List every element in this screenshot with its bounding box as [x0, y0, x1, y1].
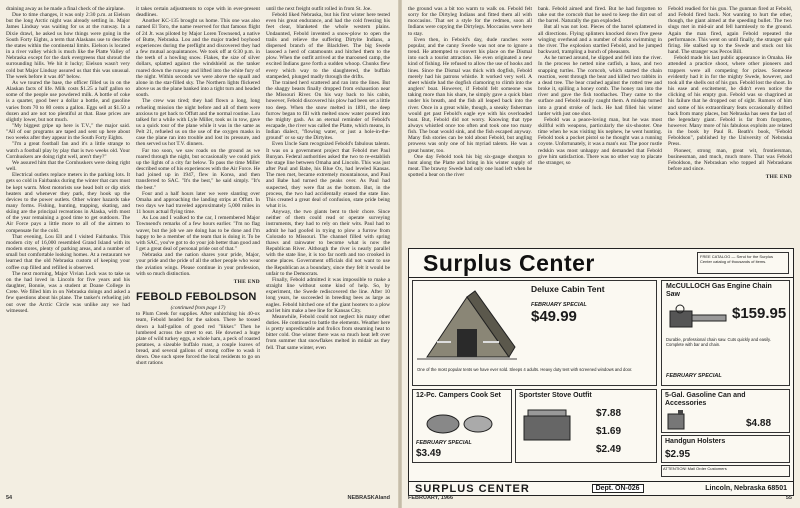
left-column-1 [6, 6, 130, 490]
paragraph: Febold liked Nebraska, but his first winter here tested even his great endurance, and had the cold freezing his feet clear, blanketed the whole western plains. Undaunted, Febold invented a snow-plow to open the trails and relieve the suffering Dirtyite Indians, a dispersed branch of the Blackfeet. The big Swede lassoed a herd of catamounts and hitched them to the plow. When the outfit arrived at the marooned camp, the excited Indians gave forth a sudden whoop. Chunks flew every which way to the slaughtered, the buffalo stampeded, plunged madly through the drifts. [266, 12, 390, 80]
ad-footer [409, 481, 793, 495]
left-page [0, 0, 398, 508]
paragraph: But all was not lost. Pieces of the barrel splattered in all directions. Flying splinters knocked down five geese winging overhead and a number of ducks swimming in the river. The explosion startled Febold, and he jumped backward, trampling a bunch of pheasants. [538, 24, 662, 56]
gascan-icon [666, 410, 688, 430]
chainsaw-title: McCULLOCH Gas Engine Chain Saw [666, 283, 772, 298]
paragraph: Nebraska and the nation shares your pride, Major, your pride and the pride of all the other people who wear the aviation wings. Please continue in your profession, with so much distinction. [136, 252, 260, 277]
paragraph: Febold readied for his gun. The gunman fired at Febold, and Febold fired back. Not wanting to hurt the other, though, the giant aimed at the speeding bullet. The two slugs met in mid-air and fell harmlessly to the ground. Again the man fired, again Febold repeated the performance. This went on until finally, the stranger quit firing. He stalked up to the Swede and stuck out his hand. The stranger was Pecos Bill. [668, 6, 792, 56]
end-mark: THE END [765, 174, 792, 181]
paragraph: until the next freight outfit rolled in from St. Joe. [266, 6, 372, 12]
ad-brand: Surplus Center [423, 250, 595, 276]
paragraph: The crew was tired; they had flown a long, long refueling mission the night before and all of them were anxious to get back to Offutt and the normal routine. Lou talked for a while with Lyle Miller, took us in tow, gave us a quick tour of the plane while it was in the same as Pelt 21, refueled us on the use of the oxygen masks in case the plane ran into trouble and lost its pressure, and then served us hot T.V. dinners. [136, 98, 260, 148]
paragraph: Meanwhile, Febold could not neglect his many other duties. He continued to battle the elements. Weather here is pretty unpredictable and frolics from steaming heat to bitter cold. One winter there was so much heat left over from summer that snowflakes melted in midair as they fell. That same winter, even [266, 313, 390, 351]
stove-title: Sportster Stove Outfit [519, 392, 592, 399]
paragraph: Another KC-135 brought us home. This one was also named El Toro, the name reserved for that famous flight of 24 Jt. was piloted by Major Loren Townsend, a native of Butte, Nebraska. Lou and the major traded boyhood experiences during the preflight and discovered they had a few mutual acquaintances. We took off at 6:30 p.m. in the teeth of a howling snow. Flakes, the size of silver dollars, splatted against the windshield as the tanker roared down the runway and lifted into the white fury of the night. Within seconds we were above the squall and alone in the star-filled sky. The Northern lights flickered above us as the plane banked into a tight turn and headed south. [136, 18, 260, 99]
holster-price: $2.95 [665, 449, 691, 460]
right-column-1 [408, 6, 532, 246]
tent-illustration-icon [417, 287, 517, 367]
gascan-box [661, 389, 790, 433]
chainsaw-special: FEBRUARY SPECIAL [666, 373, 722, 379]
cabin-tent-desc: One of the most popular tents we have ever sold. Sleeps 4 adults. Heavy duty tent with screened windows and door. [417, 367, 633, 372]
paragraph: "My biggest gripe up here is T.V.," the major said. "All of our programs are taped and sent up here about two weeks after they appear in the South Forty Eights. [6, 122, 130, 142]
page-number-left: 54 [6, 495, 13, 501]
issue-date: FEBRUARY, 1966 [408, 495, 454, 501]
paragraph: "I'm a great football fan and it's a little strange to watch a football play by play that is two weeks old. Your Cornhuskers are doing right well, aren't they?" [6, 141, 130, 160]
paragraph: We assured him that the Cornhuskers were doing right well. [6, 159, 130, 173]
cabin-tent-box [412, 280, 657, 386]
ad-footer-brand: SURPLUS CENTER [415, 482, 530, 495]
paragraph: draining away as he made a final check of the airplane. [6, 6, 125, 12]
holster-title: Handgun Holsters [665, 438, 726, 445]
paragraph: Febold made his last public appearance in Omaha. He attended a practice shoot, where other pioneers and trappers were all competing for prizes. Someone evidently had it in for the mighty Swede, however, and took all the shells out of his gun. Febold lost the shoot. In his ease and excitement, he didn't even notice the clicking of his empty gun. Febold was so chagrined at his failure that he dropped out of sight. Rumors of him and some of his extraordinary feats occasionally drifted back from many places, but Nebraska has seen the last of the legendary giant. Febold is far from forgotten, however. Many more of his fabulous exploits are related in the book by Paul R. Beath's book, "Febold Feboldson", published by the University of Nebraska Press. [668, 55, 792, 148]
gascan-price: $4.88 [746, 418, 772, 429]
paragraph: Due to time changes, it was only 2:30 p.m. at Eielson but the long Arctic night was already settling in. Major James Lindsay was waiting for us at the runway. In a Dixie drawl, he asked us how things were going in the South Forty Eights, a term that Alaskans use to describe the states within the continental limits. Eielson is located in a river valley which is much like the Platte Valley of Nebraska except for the dark evergreens that shroud the surrounding hills. We hit it lucky; Eielson wasn't very cold but Major Lindsay assured us that this was unusual. The week before it was 46° below. [6, 12, 130, 80]
chainsaw-box [661, 280, 790, 386]
continued-note: (continued from page 17) [170, 305, 226, 312]
cookset-price: $3.49 [416, 448, 442, 459]
cookset-special: FEBRUARY SPECIAL [416, 440, 472, 446]
holster-box [661, 435, 790, 463]
magazine-title: NEBRASKAland [347, 495, 390, 501]
paragraph: The trained herd scattered and ran into the lines. But the shaggy beasts finally dropped from exhaustion near the Missouri River. On his way back to his cabin, however, Febold discovered his plow had been set a little too deep. When the snow melted in 1891, the deep furrow began to fill with melted snow water poured into the mighty gash. As an eternal reminder of Febold's escapade, the river was called the Platte, which means, in Indian dialect, "flowing water, or just a hole-in-the-ground" or so say the Dirtyites. [266, 79, 390, 142]
paragraph: Four and a half hours later we were slanting over Omaha and approaching the landing strips at Offutt. In two days we had traveled approximately 5,000 miles in 11 hours actual flying time. [136, 190, 260, 216]
page-number-right: 55 [785, 495, 792, 501]
surplus-center-ad [408, 248, 794, 496]
paragraph: the ground was a bit too warm to walk on. Febold felt sorry for the Dirtyleg Indians and fitted them all with moccasins. That set a style for the redmen, soon all Indians were copying the Dirtylegs. Moccasins were here to stay. [408, 6, 532, 37]
paragraph: As we toured the base, the officer filled us in on the Alaskan facts of life. Milk costs $1.25 a half gallon so some of the people use powdered milk. A bottle of coke is a quarter, good beer a dollar a bottle, and gasoline varies from 70 to 80 cents a gallon. Eggs sell at $1.50 a dozen and are not too plentiful at that. Base prices are slightly lower, but not much. [6, 79, 130, 123]
chainsaw-desc: Durable, professional chain saw. Cuts quickly and easily. Complete with bar and chain. [666, 337, 771, 347]
ad-footer-dept: Dept. ON-026 [592, 484, 644, 493]
gascan-title: 5-Gal. Gasoline Can and Accessories [665, 392, 746, 407]
cookset-title: 12-Pc. Campers Cook Set [416, 392, 501, 399]
paragraph: Febold was a peace-loving man, but he was most skillful with weapons, particularly the six-shooter. One time when he was visiting his nephew, he went hunting. Febold took a pocket pistol so he thought was a running coyote. Unfortunately, it was a man's ear. The poor rustle redskin was most unhappy and demanded that Febold give him satisfaction. There was no other way to placate the stranger, so [538, 116, 662, 166]
cabin-tent-price: $49.99 [531, 308, 577, 325]
paragraph: That evening, Lou Ell and I visited Fairbanks. This modern city of 16,000 resembled Grand Island with its modern stores, plenty of parking areas, and a number of small but comfortable looking homes. At a restaurant we learned that the old Nebraska custom of keeping your coffee cup filled and refilled is observed. [6, 233, 130, 271]
cabin-tent-special: FEBRUARY SPECIAL [531, 302, 587, 308]
paragraph: One day Febold took his big six-gauge shotgun to hunt along the Platte and bring in his winter supply of meat. The brawny Swede had only one load left when he spotted a bear on the river [408, 153, 532, 179]
paragraph: Far too soon, we saw roads on the ground as we roared through the night, but occasionally we could pick up the lights of a city far below. To pass the time Miller described some of his experiences with the Air Force. He had joined up in 1947, flew in Korea, and then transferred to SAC. "It's the best," he said simply. "It's the best." [136, 147, 260, 191]
stove-price-3: $2.49 [596, 444, 622, 455]
paragraph: Even then, in Febold's day, dude ranches were popular, and the canny Swede was not one to ignore a trend. He attempted to convert his place on the Dismal into such a tourist attraction. He even originated a new kind of fishing. He refused to allow the use of hooks and lines. Since the Dismal was thick with dogfish, Febold merely had his patrons whistle. It worked very well. A sheet whistle had the dogfish clamoring to climb into the anglers' boat. However, if Febold felt someone was taking more than his share, he simply gave a quick blast under his breath, and the fish all leaped back into the river. Once in a great while, though, a sneaky fisherman would get past Febold's eagle eye with his overloaded boat. But, Febold did not worry. Knowing that type always whistled once too often and took one too many fish. The boat would sink, and the fish escaped anyway. Many fish stories can be told about Febold, but angling prowess was only one of his myriad talents. He was a great hunter, too. [408, 36, 532, 154]
paragraph: As he turned around, he slipped and fell into the river. In the process he netted nine catfish, a bass, and two snapping turtles. The corncob, which started the chain reaction, went through the bear and killed two rabbits in a dead tree. The bear crashed against the rotted tree and broke it, spilling a honey comb. The honey ran into the river and gave the fish toothaches. They came to the surface and Febold easily caught them. A mishap turned into a grand stroke of luck. He had filled his winter larder with just one shot. [538, 55, 662, 117]
left-column-3 [266, 6, 390, 490]
attention-box: ATTENTION! Mail Order Customers [661, 465, 790, 477]
stove-price-1: $7.88 [596, 408, 622, 419]
paragraph: The next morning, Major Vivian Lock was to take us on the had loved in Lincoln for five years and his daughter, Bonnie, was a student at Doane College in Crete. We filled him in on Nebraska doings and asked a few questions about his plane. The tanker's refueling job out over the Arctic Circle was unlike any we had witnessed. [6, 270, 130, 314]
right-page [402, 0, 800, 508]
stove-icon [520, 406, 576, 446]
end-mark: THE END [233, 278, 260, 285]
ad-header [409, 249, 793, 278]
paragraph: As Lou and I walked to the car, I remembered Major Townsend's remarks of a few hours earlier. "I'm no flag waver, but the job we are doing has to be done and I'm happy to be a member of the team that is doing it. To be with SAC, you've got to do your job better than good and I get a great deal of personal pride out of that." [136, 215, 260, 253]
cookset-box [412, 389, 512, 463]
cabin-tent-title: Deluxe Cabin Tent [531, 284, 605, 294]
paragraph: it takes certain adjustments to cope with in ever-present deadlines. [136, 6, 260, 19]
paragraph: Electrical outlets replace meters in the parking lots. It gets so cold in Fairbanks during the winter that cars must be kept warm. Most motorists use head bolt or dip stick heaters and whenever they park, they hook up the devices to the power outlets. Other winter hazards take many forms. Fishing, hunting, trapping, skating, and skiing are the principal recreations in Alaska, with most of the year remaining a good time to get outdoors. The Air Force pays a little more to all of the airmen to compensate for the cold. [6, 172, 130, 234]
paragraph: Pioneer, strong man, great wit, frontiersman, businessman, and much, much more. That was Febold Feboldson, the Nebraskan who topped all Nebraskans before and since. [668, 147, 792, 173]
right-column-3 [668, 6, 792, 246]
paragraph: bank. Febold aimed and fired. But he had forgotten to take out the corncob that he used to keep the dirt out of the barrel. Naturally the gun exploded. [538, 6, 662, 25]
chainsaw-price: $159.95 [732, 305, 787, 322]
left-column-2 [136, 6, 260, 490]
free-catalog-box: FREE CATALOG — Send for the Surplus Center catalog of thousands of items. [697, 252, 789, 274]
paragraph: Finally, Febold admitted it was impossible to make a straight line without some kind of help. So, by experiment, the Swede rediscovered the line. After 10 long years, he succeeded in breeding bees as large as eagles. Febold hitched one of the giant hooters to a plow and let him make a bee line for Kansas City. [266, 276, 390, 314]
article-heading: FEBOLD FEBOLDSON [136, 291, 257, 304]
paragraph: to Plum Creek for supplies. After unhitching his 40-ox team, Febold headed for the saloon. There he tossed down a half-gallon of good red "likker." Then he lumbered across the street to eat. He downed a huge plate of wild turkey eggs, a whole ham, a peck of roasted potatoes, a sizeable buffalo roast, a couple loaves of bread, and several gallons of strong coffee to wash it down. One such spree forced the local residents to go on short rations [136, 311, 260, 367]
ad-footer-address: Lincoln, Nebraska 68501 [705, 485, 787, 492]
chainsaw-icon [668, 303, 728, 333]
paragraph: Even Uncle Sam recognized Febold's fabulous talents. It was on a government project that Febold met Paul Bunyan. Federal authorities asked the two to re-establish the stage line between Omaha and Lincoln. This was just after Paul and Babe, his Blue Ox, had leveled Kansas. The men met, became extremely mountainous, and Paul and Babe had turned the peaks over. As Paul had suspected, they were flat as the bottom. But, in the process, the two had accidentally erased the state line. This created a great deal of confusion, state pride being what it is. [266, 141, 390, 209]
cookware-icon [423, 406, 503, 436]
stove-price-2: $1.69 [596, 426, 622, 437]
stove-box [515, 389, 657, 463]
paragraph: Anyway, the two giants bent to their chore. Since neither of them could read or operate surveying instruments, they had to rely on their wits. Paul had to admit he had goofed in trying to plow a furrow from Colorado to Missouri. The channel filled with spring thaws and rainwater to become what is now the Republican River. Although the river is nearly parallel with the state line, it is too far north and too crooked in some places. Government officials did not want to use the Republican as a boundary, since they felt it would be unfair to the Democrats. [266, 209, 390, 277]
right-column-2 [538, 6, 662, 246]
